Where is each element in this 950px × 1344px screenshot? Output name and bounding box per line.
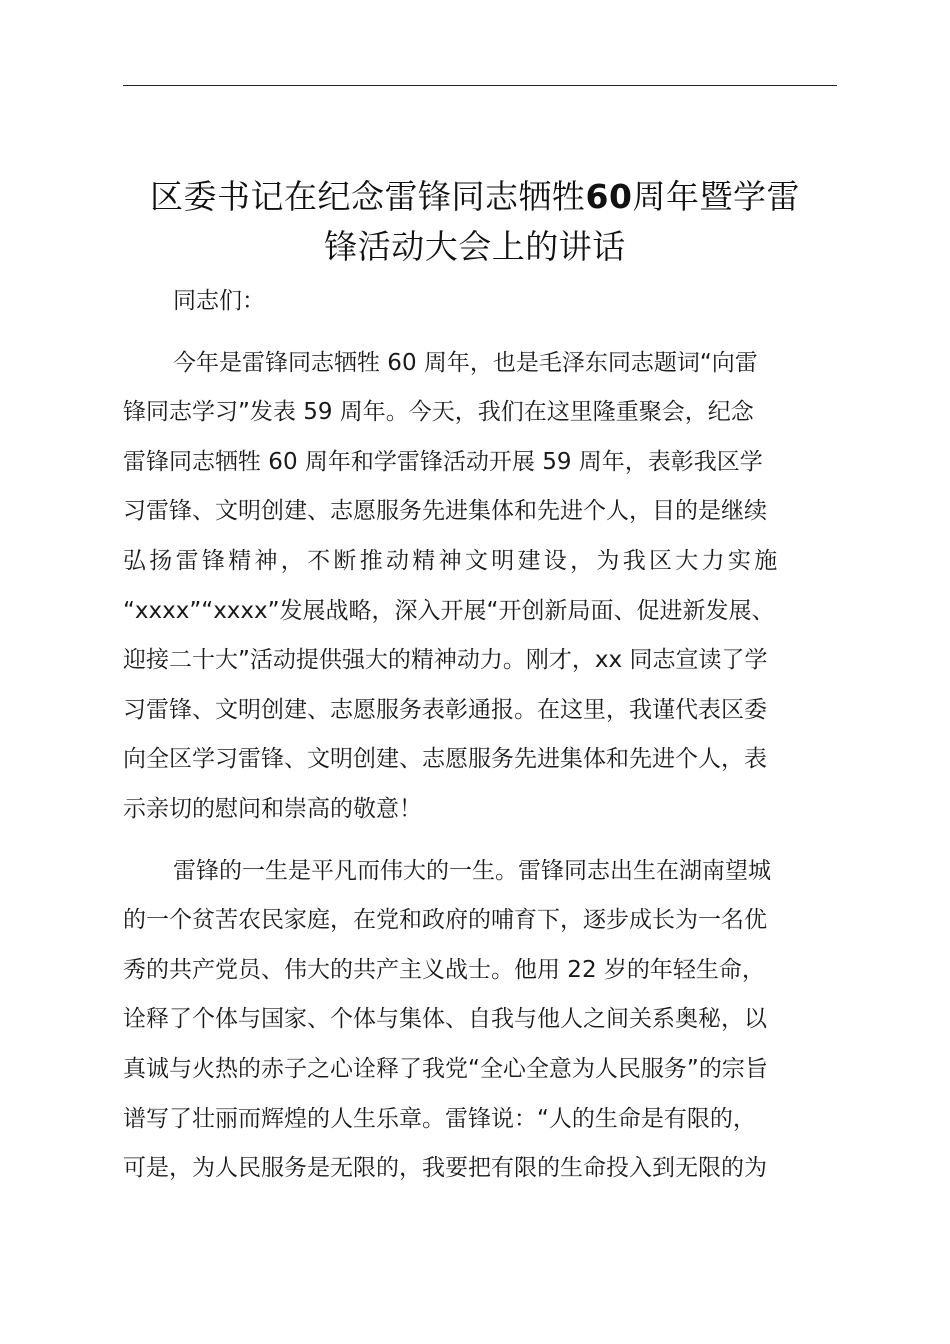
paragraph-line: 习雷锋、文明创建、志愿服务先进集体和先进个人，目的是继续 xyxy=(123,498,767,525)
salutation: 同志们： xyxy=(173,288,265,314)
title-line1: 区委书记在纪念雷锋同志牺牲60周年暨学雷 xyxy=(150,177,800,217)
paragraph-line: 雷锋同志牺牲 60 周年和学雷锋活动开展 59 周年，表彰我区学 xyxy=(123,448,763,475)
paragraph-line: 弘扬雷锋精神，不断推动精神文明建设，为我区大力实施 xyxy=(123,547,781,574)
title-line2: 锋活动大会上的讲话 xyxy=(324,227,626,267)
page-title xyxy=(90,172,860,272)
paragraph-line: 秀的共产党员、伟大的共产主义战士。他用 22 岁的年轻生命， xyxy=(123,956,765,983)
document-body xyxy=(123,277,843,1206)
paragraph-line: 谱写了壮丽而辉煌的人生乐章。雷锋说：“人的生命是有限的， xyxy=(123,1105,756,1132)
header-rule xyxy=(123,85,837,86)
title-number: 60 xyxy=(585,177,633,217)
paragraph-line: 习雷锋、文明创建、志愿服务表彰通报。在这里，我谨代表区委 xyxy=(123,696,767,723)
paragraph-line: 迎接二十大”活动提供强大的精神动力。刚才，xx 同志宣读了学 xyxy=(123,647,768,674)
paragraph-2 xyxy=(123,847,843,1194)
paragraph-line: 雷锋的一生是平凡而伟大的一生。雷锋同志出生在湖南望城 xyxy=(173,857,771,884)
paragraph-line: 示亲切的慰问和崇高的敬意！ xyxy=(123,795,422,822)
paragraph-line: 向全区学习雷锋、文明创建、志愿服务先进集体和先进个人，表 xyxy=(123,746,767,773)
paragraph-1 xyxy=(123,339,843,835)
paragraph-line: 今年是雷锋同志牺牲 60 周年，也是毛泽东同志题词“向雷 xyxy=(173,349,758,376)
paragraph-line: 诠释了个体与国家、个体与集体、自我与他人之间关系奥秘，以 xyxy=(123,1006,767,1033)
paragraph-line: “xxxx”“xxxx”发展战略，深入开展“开创新局面、促进新发展、 xyxy=(123,597,775,624)
paragraph-line: 可是，为人民服务是无限的，我要把有限的生命投入到无限的为 xyxy=(123,1155,767,1182)
paragraph-line: 的一个贫苦农民家庭，在党和政府的哺育下，逐步成长为一名优 xyxy=(123,907,767,934)
paragraph-line: 锋同志学习”发表 59 周年。今天，我们在这里隆重聚会，纪念 xyxy=(123,399,754,426)
paragraph-line: 真诚与火热的赤子之心诠释了我党“全心全意为人民服务”的宗旨 xyxy=(123,1055,768,1082)
